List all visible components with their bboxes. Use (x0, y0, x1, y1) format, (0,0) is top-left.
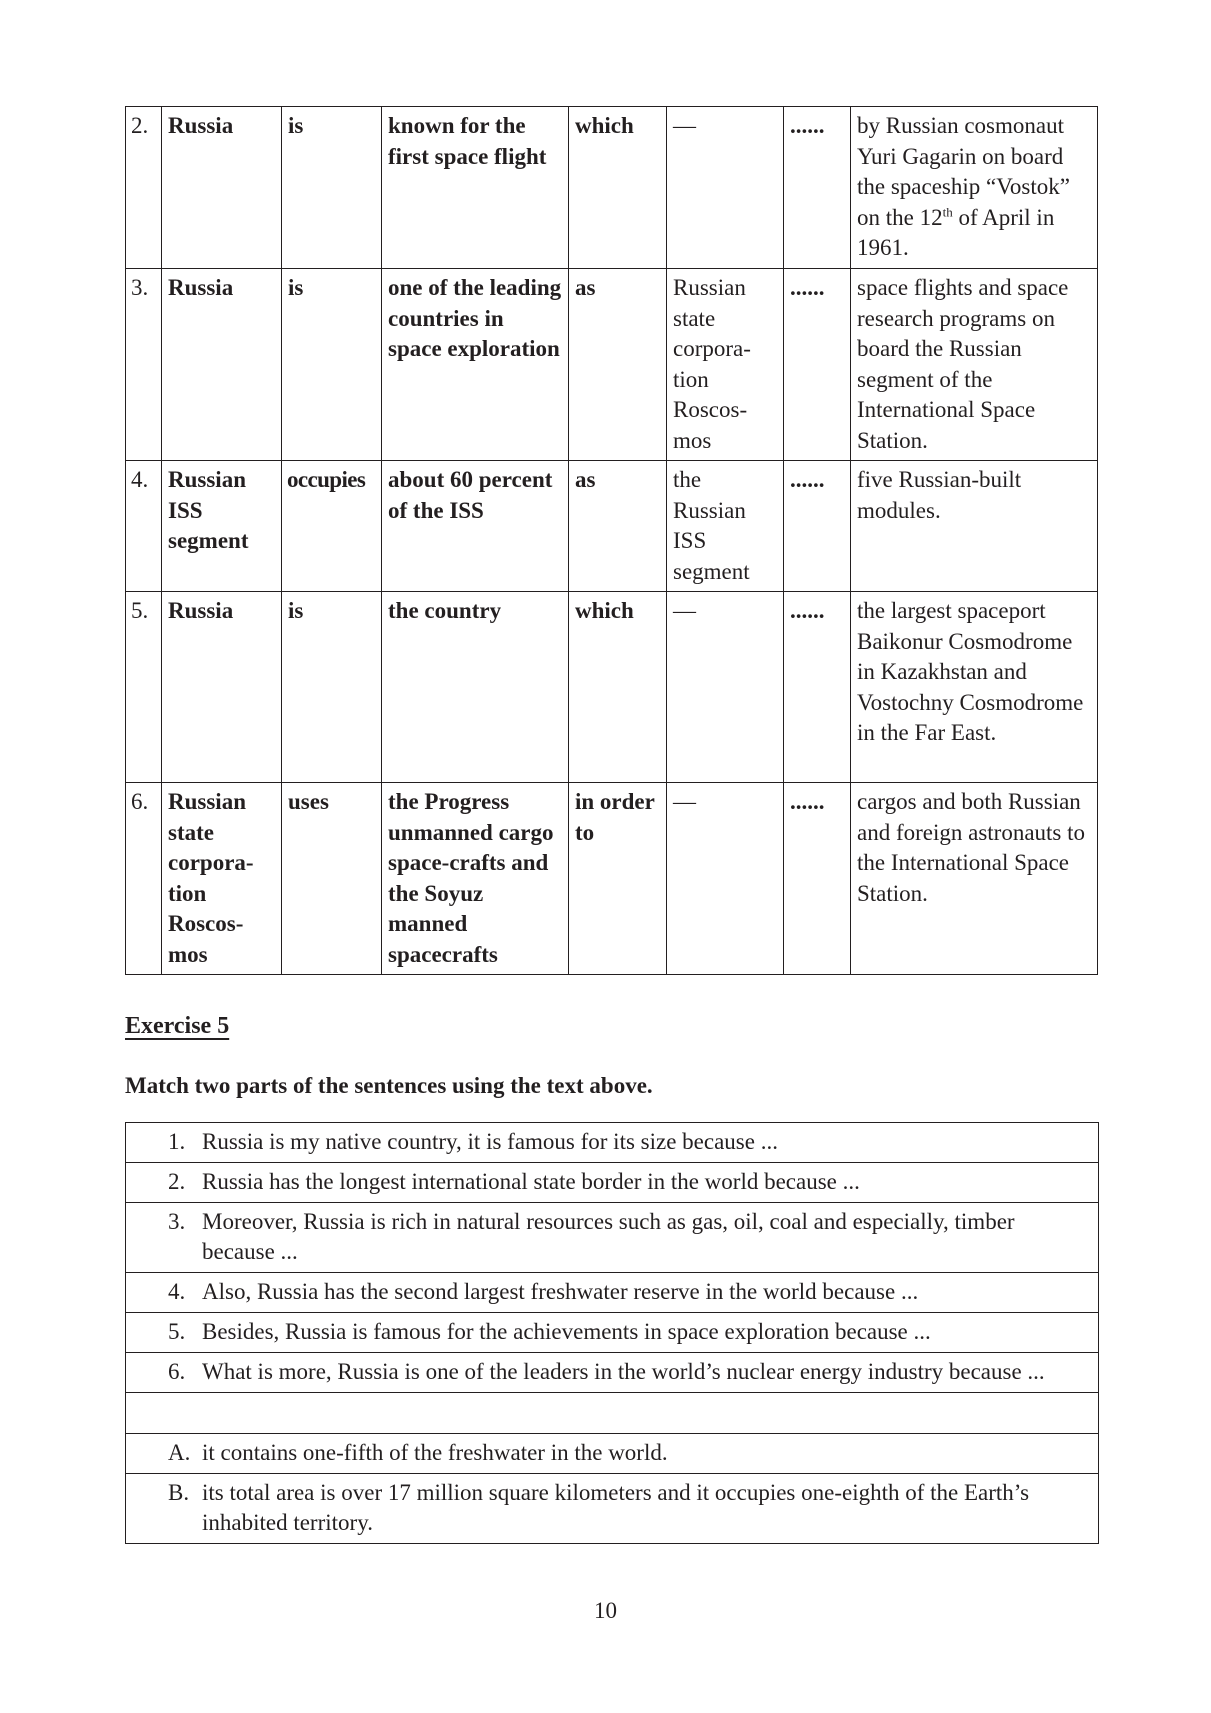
matching-table (125, 1122, 1099, 1544)
list-item (126, 1353, 1099, 1393)
separator-row (126, 1393, 1099, 1434)
completion-cell: five Russian-built modules. (851, 461, 1098, 592)
item-text: Russia is my native country, it is famous for its size because ... (202, 1129, 778, 1154)
list-item (126, 1434, 1099, 1474)
completion-cell: the largest spaceport Baikonur Cosmodrome in Kazakhstan and Vostochny Cosmodrome in the Far East. (851, 592, 1098, 783)
item-label: 1. (168, 1129, 186, 1154)
item-label: 3. (168, 1209, 186, 1234)
item-label: 4. (168, 1279, 186, 1304)
exercise-instruction: Match two parts of the sentences using the text above. (125, 1073, 653, 1098)
agent-cell: — (667, 592, 784, 783)
list-item (126, 1474, 1099, 1544)
answer-label: A. (168, 1440, 191, 1465)
item-label: 6. (168, 1359, 186, 1384)
verb-cell: uses (282, 783, 382, 975)
blank-cell: ...... (784, 592, 851, 783)
subject-cell: Russia (162, 269, 282, 461)
agent-cell: the Russian ISS segment (667, 461, 784, 592)
answer-label: B. (168, 1480, 190, 1505)
table-row (126, 783, 1098, 975)
list-item (126, 1203, 1099, 1273)
item-text: Moreover, Russia is rich in natural resources such as gas, oil, coal and especially, timber because ... (202, 1209, 1015, 1264)
completion-text: by Russian cosmonaut Yuri Gagarin on board the spaceship “Vostok” on the 12 (857, 113, 1070, 230)
predicate-cell: about 60 percent of the ISS (382, 461, 569, 592)
predicate-cell: the Progress unmanned cargo space-crafts and the Soyuz manned spacecrafts (382, 783, 569, 975)
blank-cell: ...... (784, 107, 851, 269)
verb-cell: is (282, 107, 382, 269)
verb-cell: is (282, 592, 382, 783)
row-number: 5. (126, 592, 162, 783)
completion-text-end: of April in 1961. (857, 204, 1055, 260)
item-text: Russia has the longest international state border in the world because ... (202, 1169, 860, 1194)
row-number: 4. (126, 461, 162, 592)
row-number: 2. (126, 107, 162, 269)
completion-cell: space flights and space research programs on board the Russian segment of the International Space Station. (851, 269, 1098, 461)
agent-cell: — (667, 107, 784, 269)
list-item (126, 1123, 1099, 1163)
item-text: Also, Russia has the second largest freshwater reserve in the world because ... (202, 1279, 919, 1304)
subject-cell: Russia (162, 107, 282, 269)
predicate-cell: known for the first space flight (382, 107, 569, 269)
list-item (126, 1163, 1099, 1203)
answer-text: its total area is over 17 million square kilometers and it occupies one-eighth of the Earth’s inhabited territory. (202, 1480, 1030, 1535)
table-row (126, 269, 1098, 461)
subject-cell: Russia (162, 592, 282, 783)
connector-cell: which (569, 107, 667, 269)
item-label: 5. (168, 1319, 186, 1344)
item-text: Besides, Russia is famous for the achievements in space exploration because ... (202, 1319, 931, 1344)
verb-cell: occupies (282, 461, 382, 592)
agent-cell: Russian state corpora-tion Roscos-mos (667, 269, 784, 461)
subject-cell: Russian ISS segment (162, 461, 282, 592)
connector-cell: which (569, 592, 667, 783)
completion-cell (851, 107, 1098, 269)
table-row (126, 461, 1098, 592)
exercise-title: Exercise 5 (125, 1013, 230, 1039)
item-label: 2. (168, 1169, 186, 1194)
item-text: What is more, Russia is one of the leaders in the world’s nuclear energy industry because ... (202, 1359, 1045, 1384)
connector-cell: in order to (569, 783, 667, 975)
agent-cell: — (667, 783, 784, 975)
row-number: 6. (126, 783, 162, 975)
answer-text: it contains one-fifth of the freshwater in the world. (202, 1440, 668, 1465)
blank-cell: ...... (784, 269, 851, 461)
page-number: 10 (594, 1598, 617, 1623)
predicate-cell: one of the leading countries in space exploration (382, 269, 569, 461)
table-row (126, 592, 1098, 783)
row-number: 3. (126, 269, 162, 461)
completion-cell: cargos and both Russian and foreign astronauts to the International Space Station. (851, 783, 1098, 975)
list-item (126, 1273, 1099, 1313)
sentence-table (125, 106, 1098, 975)
blank-cell: ...... (784, 783, 851, 975)
ordinal-suffix: th (942, 203, 953, 219)
connector-cell: as (569, 269, 667, 461)
connector-cell: as (569, 461, 667, 592)
table-row (126, 107, 1098, 269)
list-item (126, 1313, 1099, 1353)
subject-cell: Russian state corpora-tion Roscos-mos (162, 783, 282, 975)
predicate-cell: the country (382, 592, 569, 783)
verb-cell: is (282, 269, 382, 461)
blank-cell: ...... (784, 461, 851, 592)
